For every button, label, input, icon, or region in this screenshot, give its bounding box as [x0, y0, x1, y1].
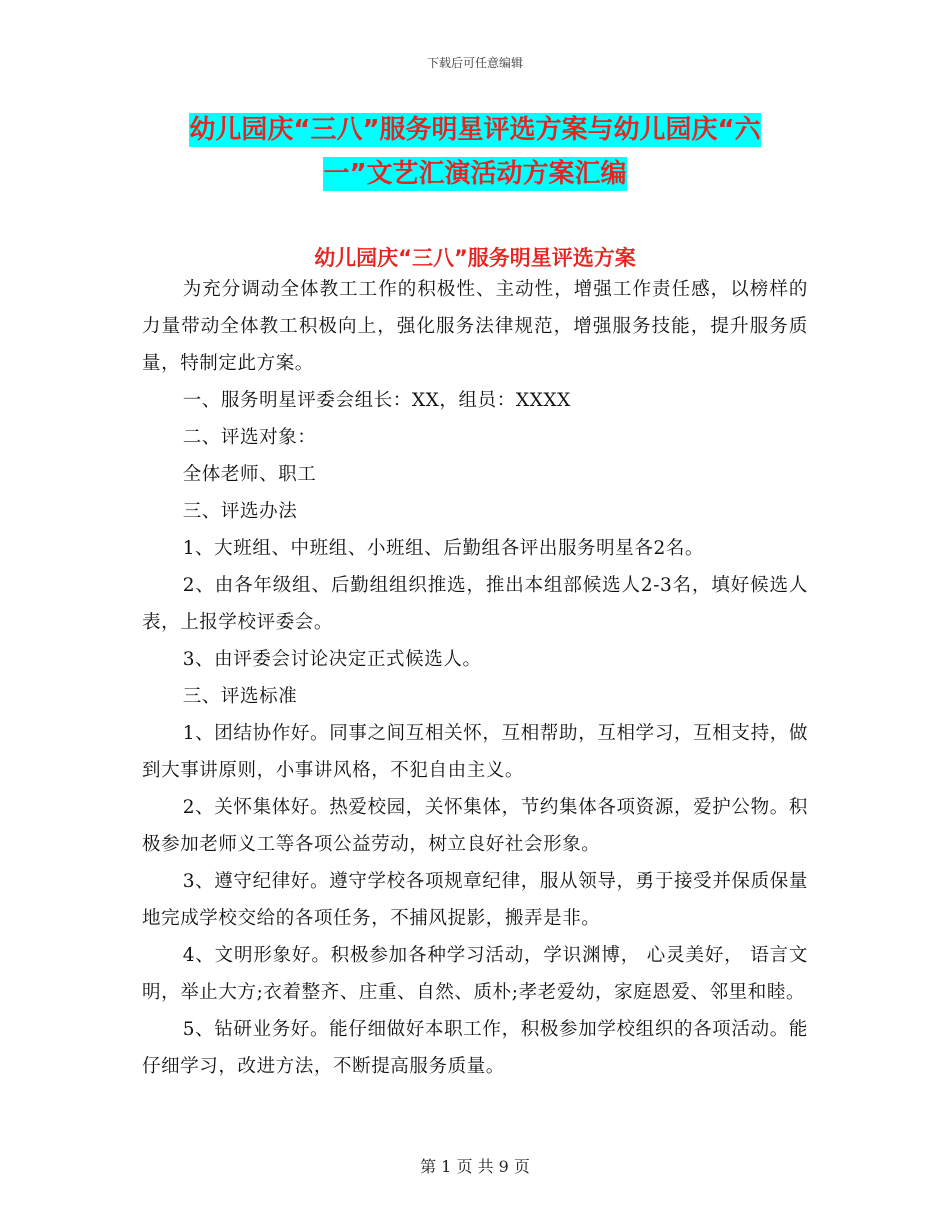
page-number-footer: 第 1 页 共 9 页 [420, 1157, 530, 1176]
document-title-text-1: 幼儿园庆“三八”服务明星评选方案与幼儿园庆“六 [189, 115, 761, 145]
paragraph: 为充分调动全体教工工作的积极性、主动性，增强工作责任感，以榜样的力量带动全体教工积极向上，强化服务法律规范，增强服务技能，提升服务质量，特制定此方案。 [142, 279, 808, 374]
paragraph: 5、钻研业务好。能仔细做好本职工作，积极参加学校组织的各项活动。能仔细学习，改进方法，不断提高服务质量。 [142, 1019, 808, 1077]
section-title: 幼儿园庆“三八”服务明星评选方案 [314, 246, 636, 270]
paragraph: 4、文明形象好。积极参加各种学习活动，学识渊博， 心灵美好， 语言文明，举止大方;衣着整齐、庄重、自然、质朴;孝老爱幼，家庭恩爱、邻里和睦。 [142, 945, 808, 1003]
paragraph: 3、由评委会讨论决定正式候选人。 [182, 649, 482, 670]
document-title-line-1 [142, 107, 808, 153]
paragraph: 三、评选标准 [182, 686, 298, 707]
paragraph: 2、由各年级组、后勤组组织推选，推出本组部候选人2-3名，填好候选人表，上报学校评委会。 [142, 575, 808, 633]
document-title-text-2: 一”文艺汇演活动方案汇编 [323, 159, 627, 189]
paragraph: 3、遵守纪律好。遵守学校各项规章纪律，服从领导，勇于接受并保质保量地完成学校交给的各项任务，不捕风捉影，搬弄是非。 [142, 871, 808, 929]
paragraph: 一、服务明星评委会组长：XX，组员：XXXX [182, 390, 571, 411]
paragraph: 1、大班组、中班组、小班组、后勤组各评出服务明星各2名。 [182, 538, 705, 559]
document-title-line-2 [142, 151, 808, 197]
paragraph: 1、团结协作好。同事之间互相关怀，互相帮助，互相学习，互相支持，做到大事讲原则，小事讲风格，不犯自由主义。 [142, 723, 808, 781]
paragraph: 全体老师、职工 [182, 464, 317, 485]
paragraph: 2、关怀集体好。热爱校园，关怀集体，节约集体各项资源，爱护公物。积极参加老师义工等各项公益劳动，树立良好社会形象。 [142, 797, 808, 855]
paragraph: 二、评选对象： [182, 427, 317, 448]
paragraph: 三、评选办法 [182, 501, 298, 522]
document-body [142, 271, 808, 1085]
header-note: 下载后可任意编辑 [426, 56, 523, 70]
